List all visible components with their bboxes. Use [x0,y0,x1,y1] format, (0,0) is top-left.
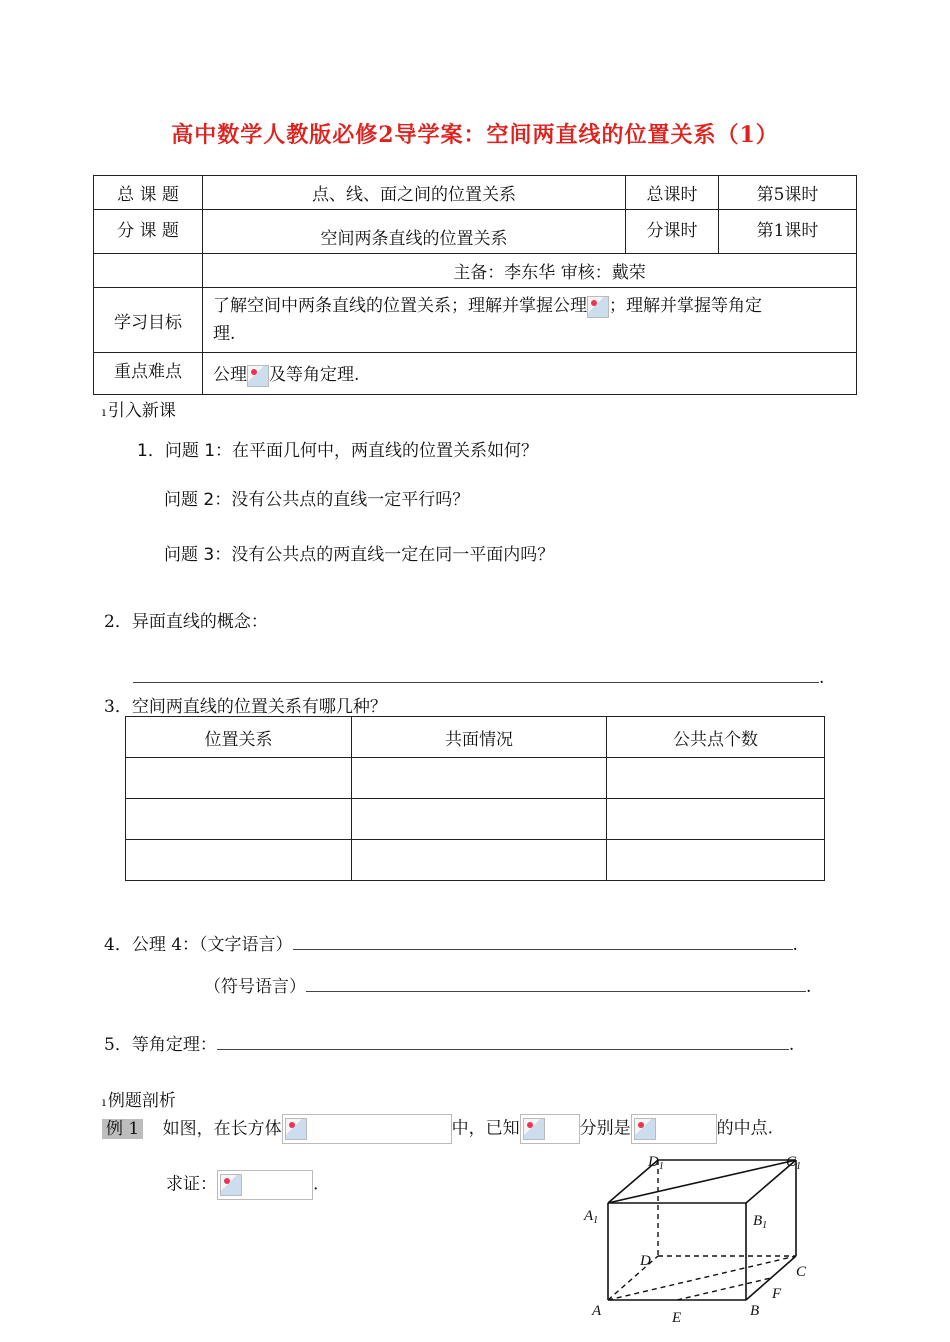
item-2-skew-lines: 2．异面直线的概念： [104,612,268,632]
label-a: A [592,1303,602,1319]
label-b: B [750,1303,760,1319]
answer-line-2[interactable]: . [133,668,824,688]
table-row [126,840,825,881]
section-intro-heading-text: 引入新课 [107,401,176,421]
objectives-text-a: 了解空间中两条直线的位置关系；理解并掌握公理 [213,296,587,316]
bullet-mark-icon: ı [102,1094,106,1109]
label-b1: $B_1$ [753,1213,768,1231]
objectives-label: 学习目标 [94,288,203,353]
table-cell[interactable] [126,840,352,881]
table-header-coplanar: 共面情况 [352,717,607,758]
sub-topic-label: 分 课 题 [94,210,203,254]
hidden-segment-ef [677,1278,771,1300]
section-intro-heading [102,396,176,421]
total-periods-value: 第5课时 [719,176,857,210]
key-points-label: 重点难点 [94,353,203,395]
table-header-common-points: 公共点个数 [607,717,825,758]
item-4-axiom: 4．公理 4：（文字语言） . [104,935,798,955]
item-4-symbolic: （符号语言） . [204,977,812,997]
item-5-label: 5．等角定理： [104,1035,217,1055]
table-cell[interactable] [352,840,607,881]
table-cell[interactable] [126,799,352,840]
key-points-value [203,353,857,395]
label-a1: $A_1$ [584,1208,599,1226]
empty-cell [94,254,203,288]
table-cell[interactable] [607,840,825,881]
formula-image-box [282,1114,452,1144]
table-row [126,799,825,840]
lesson-info-table [93,175,857,395]
table-cell[interactable] [607,758,825,799]
broken-image-icon [587,296,609,318]
broken-image-icon [523,1118,545,1140]
example-text-c: 分别是 [579,1118,631,1139]
objectives-text-b: ；理解并掌握等角定 [609,296,762,316]
total-topic-value: 点、线、面之间的位置关系 [203,176,626,210]
section-examples-heading [102,1086,176,1111]
label-d: D [640,1253,651,1269]
answer-line-5[interactable] [217,1035,789,1050]
example-prove [166,1170,318,1200]
edge-bc [746,1256,796,1300]
hidden-diagonal-ac [608,1256,796,1300]
bullet-mark-icon: ı [102,404,106,419]
answer-line-4b[interactable] [306,977,806,992]
cuboid-figure [560,1140,850,1340]
question-1: 1．问题 1：在平面几何中，两直线的位置关系如何？ [137,441,539,461]
objectives-value [203,288,857,353]
authors: 主备：李东华 审核：戴荣 [203,254,857,288]
broken-image-icon [247,365,269,387]
question-2: 问题 2：没有公共点的直线一定平行吗？ [164,490,470,510]
table-header-position: 位置关系 [126,717,352,758]
item-4-sub-label: （符号语言） [204,977,306,997]
key-points-text-a: 公理 [213,365,247,386]
broken-image-icon [285,1118,307,1140]
prove-period: . [313,1174,319,1195]
section-examples-heading-text: 例题剖析 [107,1091,176,1111]
label-e: E [672,1310,682,1326]
position-relation-table [125,716,825,881]
total-periods-label: 总课时 [626,176,719,210]
sub-periods-value: 第1课时 [719,210,857,254]
total-topic-label: 总 课 题 [94,176,203,210]
page-title: 高中数学人教版必修2导学案：空间两直线的位置关系（1） [171,122,779,148]
table-cell[interactable] [352,758,607,799]
formula-image-box [217,1170,313,1200]
table-row [126,758,825,799]
broken-image-icon [220,1174,242,1196]
table-cell[interactable] [607,799,825,840]
diagonal-a1c1 [608,1160,796,1203]
item-3-question: 3．空间两直线的位置关系有哪几种？ [104,697,387,717]
question-3: 问题 3：没有公共点的两直线一定在同一平面内吗？ [164,545,555,565]
example-text-a: 如图，在长方体 [162,1118,282,1139]
table-cell[interactable] [352,799,607,840]
label-f: F [772,1286,782,1302]
label-c: C [796,1264,807,1280]
item-4-label: 4．公理 4：（文字语言） [104,935,293,955]
sub-topic-value: 空间两条直线的位置关系 [203,210,626,254]
objectives-text-c: 理. [213,324,236,344]
label-c1: $C_1$ [786,1154,802,1172]
example-text-b: 中，已知 [451,1118,520,1139]
table-cell[interactable] [126,758,352,799]
label-d1: $D_1$ [648,1154,664,1172]
example-label: 例 1 [102,1119,143,1139]
example-text-d: 的中点. [716,1118,774,1139]
sub-periods-label: 分课时 [626,210,719,254]
item-5-equal-angle: 5．等角定理： . [104,1035,795,1055]
key-points-text-b: 及等角定理. [269,365,360,386]
prove-label: 求证： [166,1174,217,1195]
broken-image-icon [634,1118,656,1140]
answer-line-4a[interactable] [293,935,793,950]
